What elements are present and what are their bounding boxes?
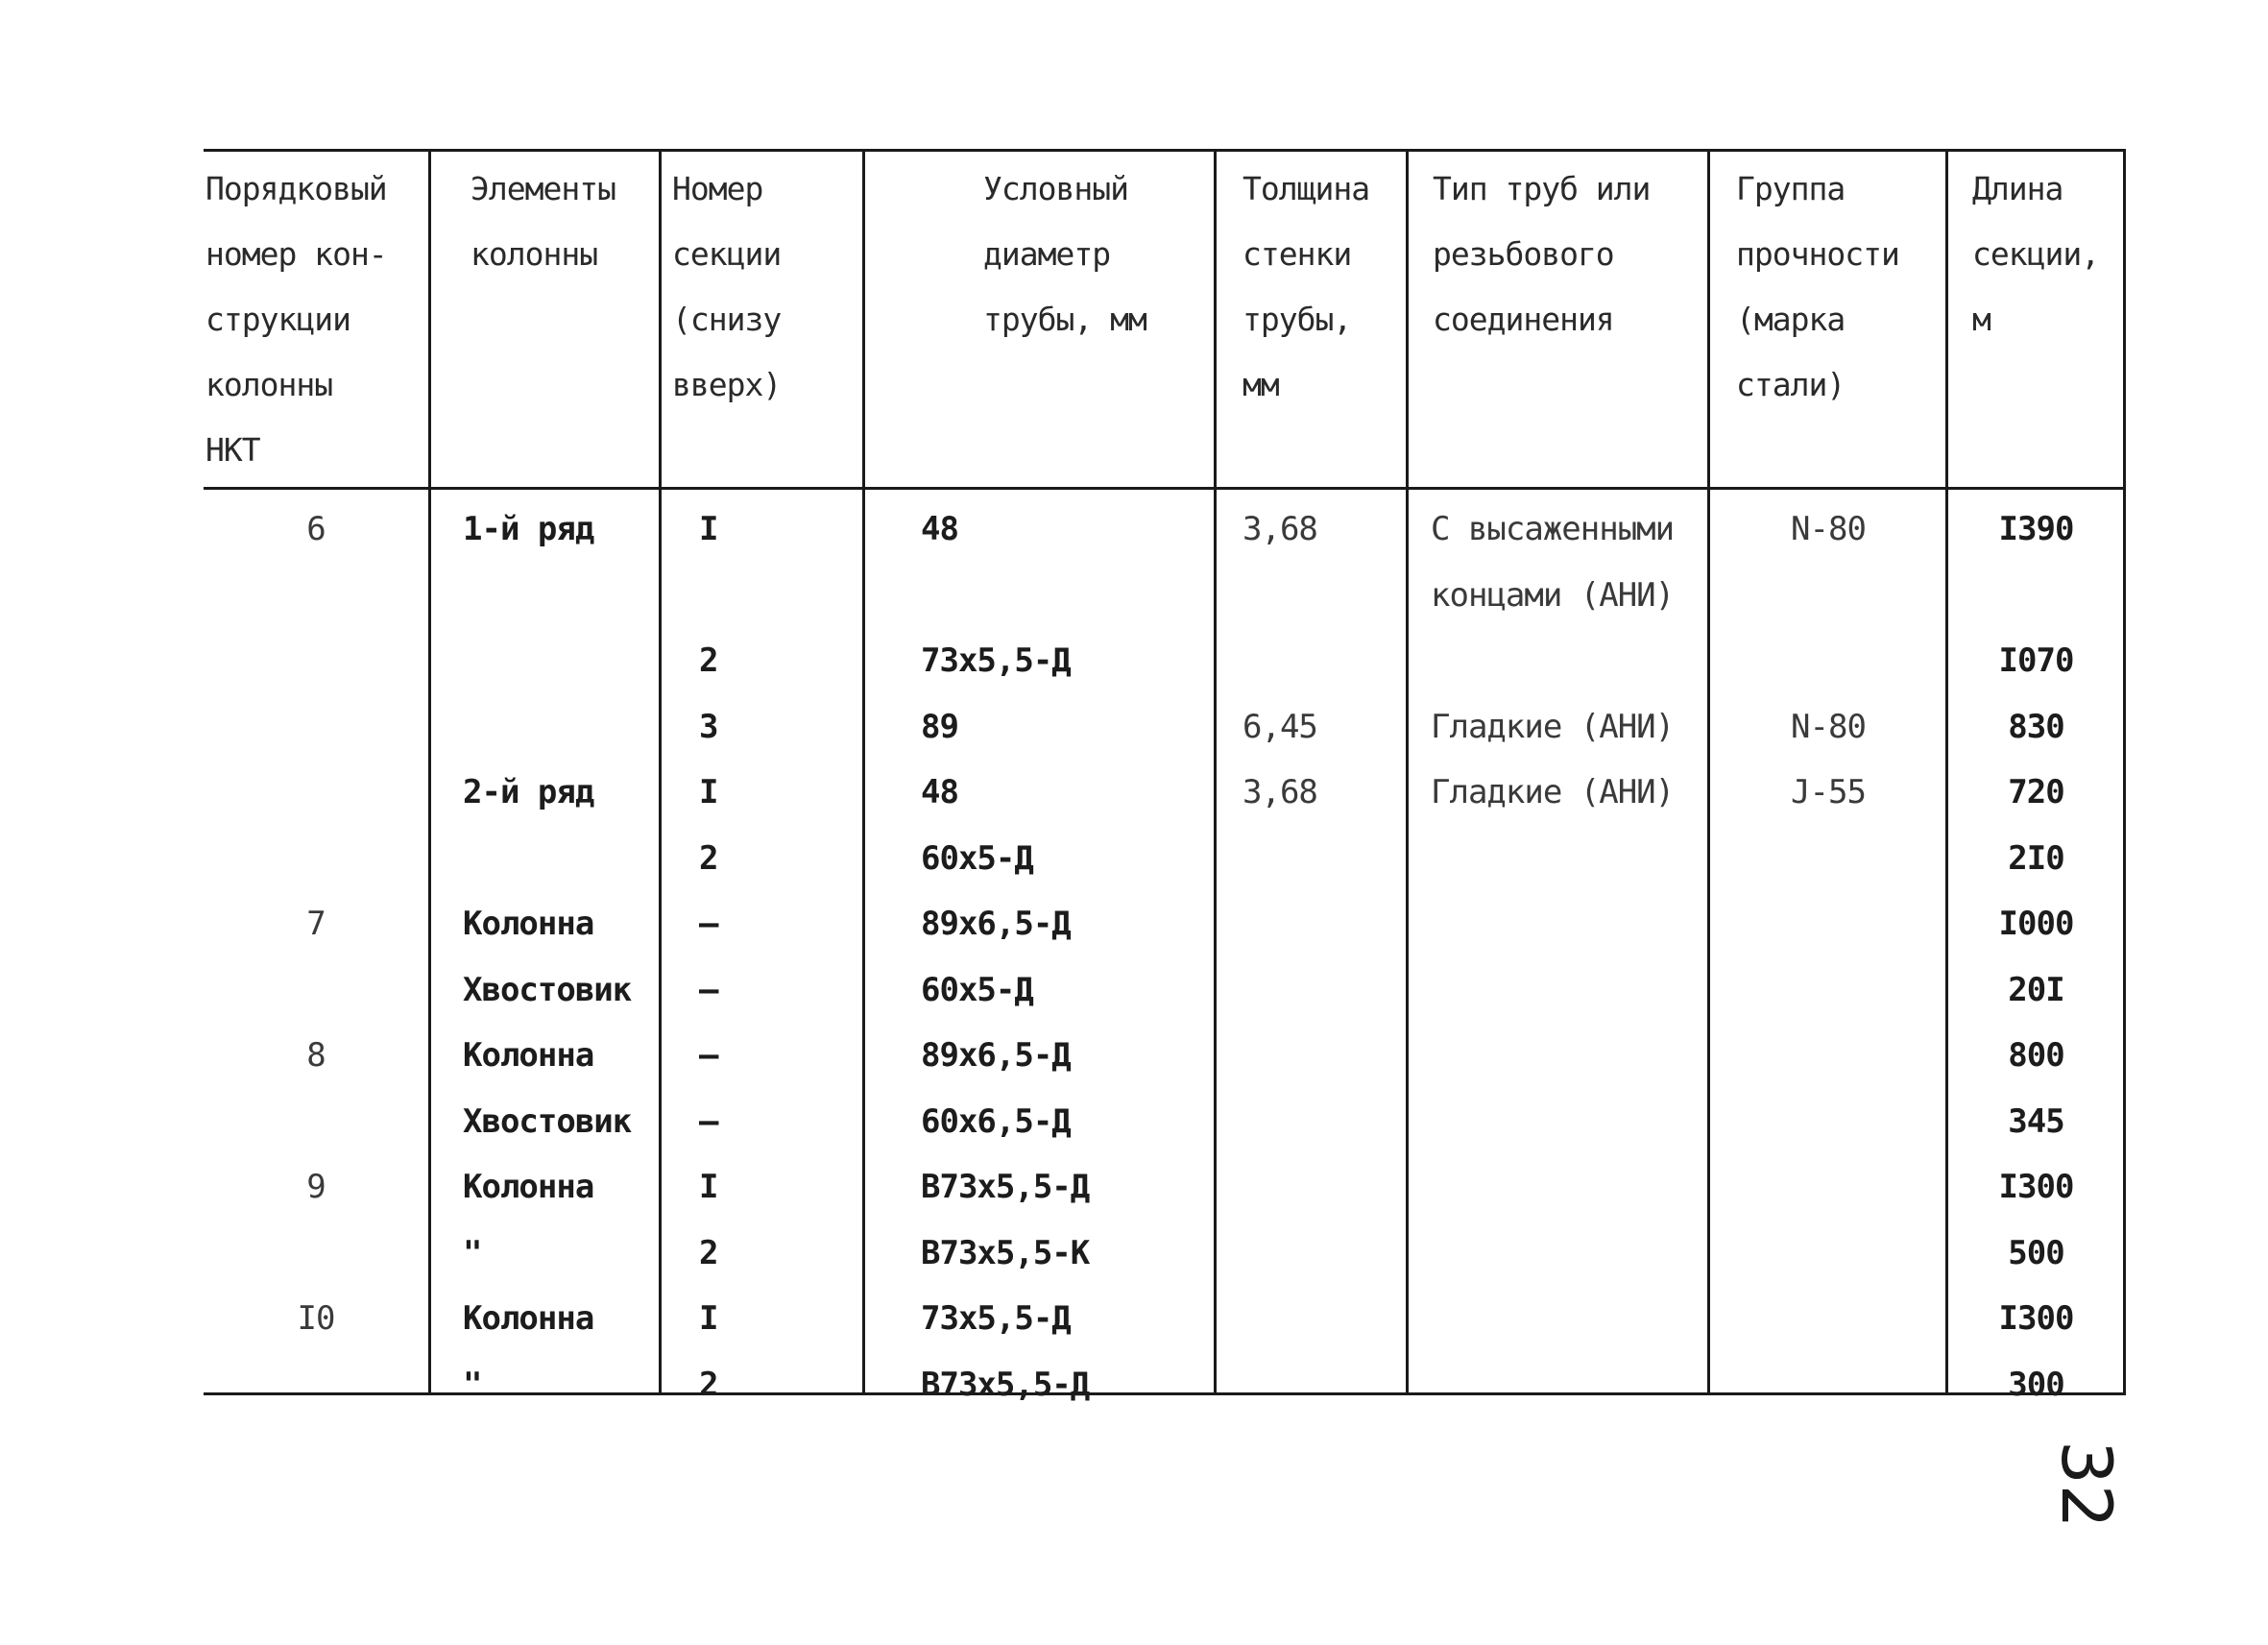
column-divider [862,149,865,1395]
section-number-cell: 2 [699,1233,718,1272]
element-cell: Колонна [463,1036,594,1075]
strength-group-cell: N-80 [1791,510,1866,548]
pipe-string-table [204,149,2126,1404]
header-section-length-line: секции, [1972,235,2100,273]
header-row-number-line: Порядковый [205,170,387,207]
table-top-border [204,149,2126,152]
thread-type-cell: Гладкие (АНИ) [1431,773,1675,811]
section-number-cell: – [699,970,718,1009]
section-length-cell: 800 [2008,1036,2064,1075]
diameter-cell: В73х5,5-К [921,1233,1090,1272]
section-length-cell: 830 [2008,707,2064,746]
strength-group-cell: N-80 [1791,707,1866,746]
section-length-cell: 20I [2008,970,2064,1009]
header-wall-thickness-line: стенки [1243,235,1352,273]
page-number: 32 [2046,1440,2127,1529]
header-nominal-diameter-line: Условный [983,170,1128,207]
section-number-cell: 2 [699,1365,718,1404]
header-strength-group-line: (марка [1736,301,1846,338]
diameter-cell: 89х6,5-Д [921,1036,1071,1075]
diameter-cell: 73х5,5-Д [921,641,1071,680]
header-row-number-line: колонны [205,366,333,403]
header-strength-group-line: прочности [1736,235,1899,273]
header-thread-type-line: соединения [1433,301,1614,338]
header-wall-thickness-line: мм [1243,366,1279,403]
header-thread-type-line: Тип труб или [1433,170,1651,207]
header-section-number-line: Номер [672,170,763,207]
table-right-border [2123,149,2126,1395]
thread-type-cell: С высаженными [1431,510,1675,548]
strength-group-cell: J-55 [1791,773,1866,811]
element-cell: Колонна [463,1299,594,1338]
wall-thickness-cell: 3,68 [1243,510,1317,548]
element-cell: Колонна [463,905,594,943]
element-cell: " [463,1365,482,1404]
element-cell: Хвостовик [463,1101,632,1141]
section-length-cell: 720 [2008,773,2064,811]
column-divider [659,149,662,1395]
header-section-number-line: секции [672,235,782,273]
table-bottom-border [204,1392,2126,1395]
row-number-cell: I0 [297,1299,335,1338]
header-wall-thickness-line: трубы, [1243,301,1352,338]
header-section-number-line: вверх) [672,366,782,403]
row-number-cell: 6 [306,510,326,548]
column-divider [428,149,431,1395]
element-cell: Хвостовик [463,970,632,1009]
diameter-cell: 73х5,5-Д [921,1299,1071,1338]
section-length-cell: I390 [1998,510,2074,548]
diameter-cell: 89 [921,707,958,746]
header-strength-group-line: Группа [1736,170,1846,207]
element-cell: Колонна [463,1168,594,1206]
section-number-cell: 2 [699,838,718,878]
section-number-cell: 2 [699,641,718,680]
header-row-number-line: номер кон- [205,235,387,273]
section-number-cell: – [699,1036,718,1075]
diameter-cell: 60х5-Д [921,838,1033,878]
diameter-cell: В73х5,5-Д [921,1168,1090,1206]
row-number-cell: 9 [306,1168,326,1206]
wall-thickness-cell: 3,68 [1243,773,1317,811]
diameter-cell: 60х6,5-Д [921,1101,1071,1141]
column-divider [1406,149,1409,1395]
header-wall-thickness-line: Толщина [1243,170,1370,207]
thread-type-cell: Гладкие (АНИ) [1431,707,1675,746]
section-length-cell: 500 [2008,1233,2064,1272]
diameter-cell: 60х5-Д [921,970,1033,1009]
column-divider [1707,149,1710,1395]
diameter-cell: 48 [921,773,958,811]
header-nominal-diameter-line: трубы, мм [983,301,1146,338]
header-elements-line: Элементы [470,170,615,207]
diameter-cell: В73х5,5-Д [921,1365,1090,1404]
diameter-cell: 48 [921,510,958,548]
row-number-cell: 7 [306,905,326,943]
section-length-cell: I300 [1998,1299,2074,1338]
header-elements-line: колонны [470,235,598,273]
section-number-cell: I [699,510,718,548]
header-section-length-line: Длина [1972,170,2063,207]
section-number-cell: I [699,773,718,811]
row-number-cell: 8 [306,1036,326,1075]
section-number-cell: – [699,905,718,943]
header-bottom-border [204,487,2126,490]
section-number-cell: I [699,1299,718,1338]
header-strength-group-line: стали) [1736,366,1846,403]
header-thread-type-line: резьбового [1433,235,1614,273]
section-length-cell: 345 [2008,1101,2064,1141]
header-row-number-line: струкции [205,301,350,338]
section-length-cell: I300 [1998,1168,2074,1206]
section-number-cell: – [699,1101,718,1141]
section-length-cell: 2I0 [2008,838,2064,878]
header-section-length-line: м [1972,301,1991,338]
wall-thickness-cell: 6,45 [1243,707,1317,746]
thread-type-cell: концами (АНИ) [1431,575,1675,615]
diameter-cell: 89х6,5-Д [921,905,1071,943]
header-nominal-diameter-line: диаметр [983,235,1111,273]
column-divider [1214,149,1217,1395]
column-divider [1945,149,1948,1395]
section-length-cell: I070 [1998,641,2074,680]
element-cell: 2-й ряд [463,773,594,811]
header-section-number-line: (снизу [672,301,782,338]
element-cell: 1-й ряд [463,510,594,548]
section-length-cell: 300 [2008,1365,2064,1404]
section-number-cell: I [699,1168,718,1206]
section-number-cell: 3 [699,707,718,746]
element-cell: " [463,1233,482,1272]
section-length-cell: I000 [1998,905,2074,943]
header-row-number-line: НКТ [205,431,260,469]
